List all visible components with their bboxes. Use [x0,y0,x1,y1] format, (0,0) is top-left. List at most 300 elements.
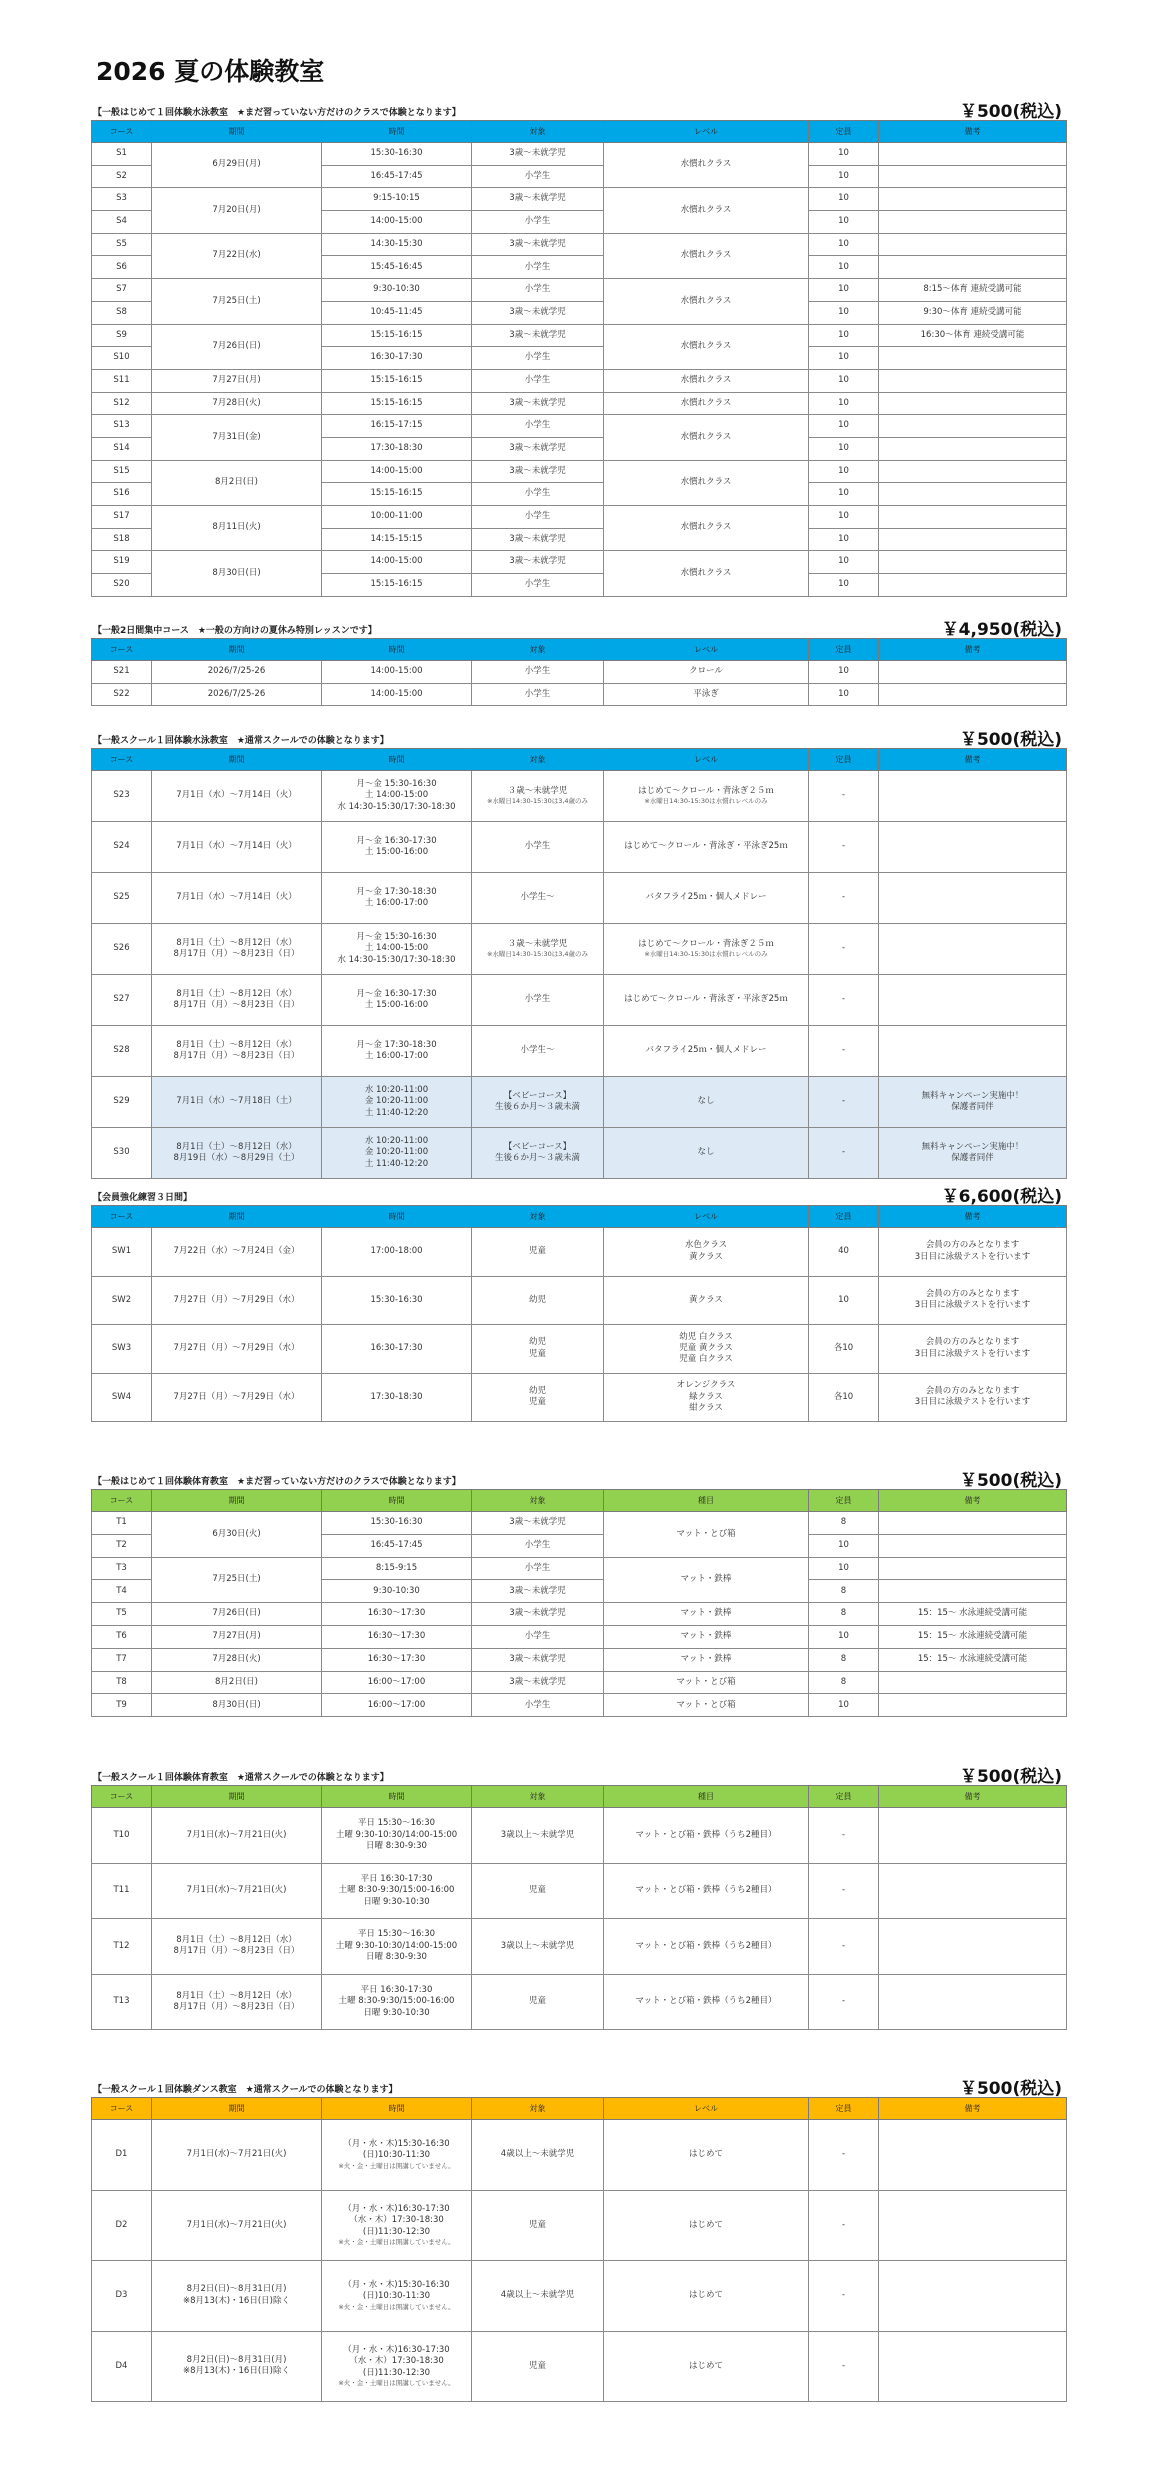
cell-line: 児童 [528,1996,546,2007]
cell-period [152,1128,322,1179]
column-header-code: コース [92,2098,152,2120]
cell-target [472,1808,604,1864]
cell-level [604,2261,809,2332]
cell-target: 小学生 [472,661,604,684]
column-header-target: 対象 [472,2098,604,2120]
cell-target: 小学生 [472,165,604,188]
section-6 [91,1765,1066,2030]
table-header-row [92,639,1067,661]
cell-line: 7月27日（月）～7月29日（水） [173,1343,300,1354]
cell-line: マット・とび箱・鉄棒（うち2種目） [635,1885,777,1896]
cell-period: 8月30日(日) [152,1694,322,1717]
cell-cap: 8 [809,1671,879,1694]
cell-cap: 10 [809,347,879,370]
cell-note [879,975,1067,1026]
cell-line: 8月2日(日)～8月31日(月) [186,2284,287,2295]
cell-level: 水慣れクラス [604,279,809,324]
column-header-time: 時間 [322,2098,472,2120]
cell-cap: 8 [809,1512,879,1535]
table-row [92,415,1067,438]
cell-period: 7月26日(日) [152,1603,322,1626]
cell-cap: - [809,1077,879,1128]
cell-code: S29 [92,1077,152,1128]
cell-footnote: ※水曜日14:30-15:30は3,4歳のみ [486,950,589,959]
cell-code: T10 [92,1808,152,1864]
cell-level: 水慣れクラス [604,551,809,596]
column-header-note: 備考 [879,1786,1067,1808]
cell-line: 8月17日（月）～8月23日（日） [173,1051,300,1061]
cell-note [879,1671,1067,1694]
cell-code: T3 [92,1557,152,1580]
cell-note [879,347,1067,370]
schedule-table [91,2097,1067,2402]
cell-code: SW2 [92,1276,152,1325]
cell-line: 保護者同伴 [951,1153,994,1163]
cell-target [472,2331,604,2402]
cell-time [322,1228,472,1277]
cell-line: 17:30-18:30 [370,1391,423,1402]
table-row [92,1863,1067,1919]
cell-level: マット・とび箱 [604,1694,809,1717]
cell-line: 8月1日（土）～8月12日（水） [176,1990,297,2001]
column-header-code: コース [92,749,152,771]
cell-target [472,1373,604,1422]
cell-target: 小学生 [472,211,604,234]
cell-level [604,975,809,1026]
cell-code: S8 [92,301,152,324]
page-title: 2026 夏の体験教室 [96,57,325,86]
cell-period [152,1808,322,1864]
cell-time: 9:30-10:30 [322,279,472,302]
table-header-row [92,1786,1067,1808]
cell-cap: 10 [809,143,879,166]
column-header-level: レベル [604,2098,809,2120]
cell-target: 小学生 [472,415,604,438]
cell-target [472,1077,604,1128]
cell-target: 小学生 [472,279,604,302]
cell-target: 3歳～未就学児 [472,1671,604,1694]
table-header-row [92,749,1067,771]
cell-level: マット・とび箱 [604,1671,809,1694]
cell-cap: 10 [809,460,879,483]
cell-level: 水慣れクラス [604,188,809,233]
column-header-target: 対象 [472,749,604,771]
cell-note [879,1325,1067,1374]
cell-cap: 10 [809,415,879,438]
cell-cap: 8 [809,1603,879,1626]
table-row [92,873,1067,924]
table-row [92,1128,1067,1179]
cell-period: 7月27日(月) [152,1625,322,1648]
cell-code: T7 [92,1648,152,1671]
cell-note: 16:30～体育 連続受講可能 [879,324,1067,347]
cell-time [322,2190,472,2261]
column-header-period: 期間 [152,749,322,771]
column-header-time: 時間 [322,1490,472,1512]
cell-target [472,975,604,1026]
cell-target: 小学生 [472,1625,604,1648]
cell-target: 小学生 [472,506,604,529]
cell-level [604,924,809,975]
cell-period: 7月20日(月) [152,188,322,233]
cell-level: マット・鉄棒 [604,1603,809,1626]
cell-line: 土曜 8:30-9:30/15:00-16:00 [338,1885,455,1896]
column-header-period: 期間 [152,1490,322,1512]
cell-target: 小学生 [472,1534,604,1557]
cell-line: (日)10:30-11:30 [362,2150,431,2161]
cell-line: (日)11:30-12:30 [362,2367,431,2378]
cell-line: 7月1日（水）～7月18日（土） [176,1096,297,1107]
cell-cap: 8 [809,1580,879,1603]
column-header-code: コース [92,1206,152,1228]
section-header [91,100,1066,120]
column-header-level: 種目 [604,1490,809,1512]
cell-period: 7月26日(日) [152,324,322,369]
cell-time: 16:15-17:15 [322,415,472,438]
cell-line: 3日目に泳級テストを行います [914,1300,1031,1311]
cell-target: 3歳～未就学児 [472,1603,604,1626]
cell-code: S21 [92,661,152,684]
cell-line: 8月17日（月）～8月23日（日） [173,1000,300,1010]
cell-code: S1 [92,143,152,166]
cell-code: S18 [92,528,152,551]
cell-line: 会員の方のみとなります [925,1288,1020,1299]
cell-time: 16:45-17:45 [322,165,472,188]
table-row [92,1373,1067,1422]
cell-code: S30 [92,1128,152,1179]
cell-line: 16:30-17:30 [370,1343,423,1354]
cell-line: 【ベビーコース】 [503,1090,572,1101]
table-row [92,1603,1067,1626]
cell-line: 小学生～ [520,892,555,903]
cell-note [879,256,1067,279]
cell-cap: 10 [809,1534,879,1557]
table-row [92,822,1067,873]
schedule-table [91,120,1067,597]
cell-cap: - [809,2190,879,2261]
cell-level [604,1974,809,2030]
cell-target [472,1974,604,2030]
section-header [91,728,1066,748]
table-header-row [92,121,1067,143]
column-header-period: 期間 [152,121,322,143]
cell-code: T9 [92,1694,152,1717]
cell-line: 児童 [528,1397,546,1408]
cell-line: 幼児 [528,1385,546,1396]
cell-note [879,165,1067,188]
table-row [92,188,1067,211]
cell-period: 7月28日(火) [152,392,322,415]
cell-time: 14:00-15:00 [322,551,472,574]
cell-line: ３歳～未就学児 [507,785,568,796]
cell-note [879,528,1067,551]
cell-target: 3歳～未就学児 [472,392,604,415]
table-row [92,392,1067,415]
cell-code: S9 [92,324,152,347]
cell-cap: - [809,1919,879,1975]
section-label: 【一般スクール１回体験ダンス教室 ★通常スクールでの体験となります】 [93,2085,398,2095]
column-header-cap: 定員 [809,1786,879,1808]
table-header-row [92,2098,1067,2120]
cell-line: 7月1日（水）～7月14日（火） [176,790,297,801]
cell-line: 生後６か月～３歳未満 [494,1153,580,1163]
column-header-note: 備考 [879,2098,1067,2120]
cell-period: 7月25日(土) [152,279,322,324]
column-header-cap: 定員 [809,639,879,661]
cell-cap: 10 [809,1625,879,1648]
cell-note [879,1919,1067,1975]
cell-cap: 各10 [809,1325,879,1374]
cell-line: オレンジクラス [676,1380,736,1391]
cell-note [879,661,1067,684]
cell-note [879,1974,1067,2030]
cell-target: 3歳～未就学児 [472,437,604,460]
column-header-code: コース [92,121,152,143]
cell-line: バタフライ25ｍ・個人メドレー [645,1045,767,1056]
cell-time: 8:15-9:15 [322,1557,472,1580]
cell-target [472,873,604,924]
cell-note [879,771,1067,822]
cell-line: 水色クラス [684,1240,728,1251]
cell-cap: 10 [809,1276,879,1325]
cell-code: T8 [92,1671,152,1694]
cell-time: 14:00-15:00 [322,211,472,234]
cell-code: T5 [92,1603,152,1626]
cell-footnote: ※水曜日14:30-15:30は3,4歳のみ [486,797,589,806]
cell-code: S20 [92,574,152,597]
cell-note [879,1863,1067,1919]
cell-level [604,1026,809,1077]
cell-code: SW3 [92,1325,152,1374]
cell-line: 日曜 9:30-10:30 [363,2007,430,2018]
column-header-note: 備考 [879,1490,1067,1512]
cell-line: 水 14:30-15:30/17:30-18:30 [337,954,456,965]
cell-level: 水慣れクラス [604,233,809,278]
cell-level [604,1077,809,1128]
column-header-target: 対象 [472,1490,604,1512]
cell-period [152,2331,322,2402]
cell-code: S27 [92,975,152,1026]
table-row [92,1557,1067,1580]
cell-level: マット・鉄棒 [604,1625,809,1648]
cell-line: 平日 15:30～16:30 [357,1818,436,1829]
cell-cap: 各10 [809,1373,879,1422]
cell-line: (日)11:30-12:30 [362,2226,431,2237]
cell-line: 会員の方のみとなります [925,1240,1020,1251]
column-header-level: レベル [604,121,809,143]
cell-time [322,2261,472,2332]
cell-note [879,1077,1067,1128]
cell-line: 8月1日（土）～8月12日（水） [176,988,297,999]
cell-line: 土曜 9:30-10:30/14:00-15:00 [335,1940,458,1951]
column-header-time: 時間 [322,749,472,771]
section-3 [91,728,1066,1179]
cell-line: 無料キャンペーン実施中！ [921,1090,1024,1101]
cell-note [879,822,1067,873]
cell-time: 16:30～17:30 [322,1625,472,1648]
cell-code: SW1 [92,1228,152,1277]
cell-time: 10:45-11:45 [322,301,472,324]
cell-level: 水慣れクラス [604,392,809,415]
cell-level [604,1373,809,1422]
cell-footnote: ※火・金・土曜日は開講していません。 [338,2302,455,2311]
cell-line: （月・水・木)15:30-16:30 [343,2279,450,2290]
cell-code: S3 [92,188,152,211]
table-row [92,1919,1067,1975]
cell-period [152,1974,322,2030]
cell-code: S6 [92,256,152,279]
section-label: 【一般スクール１回体験水泳教室 ★通常スクールでの体験となります】 [93,736,389,746]
cell-target [472,2261,604,2332]
cell-line: なし [697,1147,715,1158]
cell-code: S15 [92,460,152,483]
cell-target [472,1276,604,1325]
cell-target [472,1026,604,1077]
table-row [92,1228,1067,1277]
cell-line: 土曜 8:30-9:30/15:00-16:00 [338,1996,455,2007]
table-row [92,1325,1067,1374]
cell-level: 水慣れクラス [604,143,809,188]
cell-target: 小学生 [472,683,604,706]
cell-note [879,483,1067,506]
table-row [92,661,1067,684]
column-header-period: 期間 [152,639,322,661]
cell-note: 15：15～ 水泳連続受講可能 [879,1648,1067,1671]
column-header-code: コース [92,639,152,661]
cell-note [879,392,1067,415]
cell-cap: - [809,822,879,873]
cell-note [879,683,1067,706]
schedule-table [91,748,1067,1179]
cell-cap: - [809,1863,879,1919]
cell-time [322,1325,472,1374]
cell-target: 3歳～未就学児 [472,324,604,347]
cell-period [152,873,322,924]
cell-time: 16:45-17:45 [322,1534,472,1557]
section-label: 【一般はじめて１回体験体育教室 ★まだ習っていない方だけのクラスで体験となります】 [93,1477,461,1487]
cell-cap: - [809,975,879,1026]
cell-note [879,924,1067,975]
cell-target: 小学生 [472,483,604,506]
section-2 [91,618,1066,706]
cell-code: S11 [92,369,152,392]
cell-cap: 10 [809,301,879,324]
cell-line: 土 15:00-16:00 [364,1000,429,1010]
cell-period: 8月11日(火) [152,506,322,551]
cell-note [879,873,1067,924]
cell-footnote: ※水曜日14:30-15:30は水慣れレベルのみ [644,797,768,806]
cell-cap: 10 [809,528,879,551]
table-row [92,2331,1067,2402]
cell-line: 7月27日（月）～7月29日（水） [173,1391,300,1402]
cell-target: 小学生 [472,1694,604,1717]
cell-line: 7月1日（水）～7月14日（火） [176,892,297,903]
cell-line: 土 16:00-17:00 [364,1051,429,1061]
cell-note: 8:15～体育 連続受講可能 [879,279,1067,302]
cell-line: 7月1日(水)～7月21日(火) [186,1885,287,1896]
column-header-note: 備考 [879,749,1067,771]
table-header-row [92,1206,1067,1228]
cell-note [879,460,1067,483]
cell-line: 3日目に泳級テストを行います [914,1397,1031,1408]
column-header-note: 備考 [879,1206,1067,1228]
cell-level [604,771,809,822]
column-header-cap: 定員 [809,749,879,771]
cell-target [472,822,604,873]
cell-note [879,1128,1067,1179]
cell-level: 水慣れクラス [604,415,809,460]
cell-line: 児童 黄クラス [679,1343,733,1354]
cell-cap: 10 [809,437,879,460]
section-price: ￥500(税込) [959,1767,1062,1787]
cell-time [322,975,472,1026]
cell-line: 3日目に泳級テストを行います [914,1251,1031,1262]
cell-line: 日曜 8:30-9:30 [366,1841,427,1852]
cell-level [604,1128,809,1179]
cell-line: 7月1日(水)～7月21日(火) [186,2219,287,2230]
cell-cap: 10 [809,574,879,597]
cell-cap: 10 [809,661,879,684]
cell-code: T12 [92,1919,152,1975]
cell-period [152,822,322,873]
cell-time [322,1919,472,1975]
cell-target [472,2190,604,2261]
cell-period [152,1325,322,1374]
column-header-level: レベル [604,639,809,661]
cell-cap: - [809,2120,879,2191]
cell-note [879,211,1067,234]
column-header-level: レベル [604,749,809,771]
cell-target: 3歳～未就学児 [472,1648,604,1671]
table-row [92,233,1067,256]
cell-level: 水慣れクラス [604,369,809,392]
cell-target: 小学生 [472,347,604,370]
cell-note: 15：15～ 水泳連続受講可能 [879,1603,1067,1626]
cell-line: (日)10:30-11:30 [362,2291,431,2302]
cell-note [879,1276,1067,1325]
section-header [91,1185,1066,1205]
cell-target: 小学生 [472,369,604,392]
cell-line: はじめて～クロール・背泳ぎ２５ｍ [638,785,774,796]
section-price: ￥500(税込) [959,102,1062,122]
table-row [92,771,1067,822]
cell-code: T11 [92,1863,152,1919]
cell-code: S25 [92,873,152,924]
section-5 [91,1469,1066,1717]
table-row [92,460,1067,483]
cell-line: 土 14:00-15:00 [364,790,429,801]
cell-line: 土 11:40-12:20 [364,1107,429,1118]
cell-note [879,1373,1067,1422]
cell-code: S4 [92,211,152,234]
cell-time: 16:00～17:00 [322,1694,472,1717]
cell-line: 7月1日(水)～7月21日(火) [186,2149,287,2160]
cell-level [604,873,809,924]
cell-period: 8月2日(日) [152,1671,322,1694]
cell-target: 3歳～未就学児 [472,460,604,483]
cell-target: 小学生 [472,1557,604,1580]
cell-line: （月・水・木)15:30-16:30 [343,2138,450,2149]
column-header-period: 期間 [152,1786,322,1808]
cell-time: 17:30-18:30 [322,437,472,460]
cell-period: 2026/7/25-26 [152,661,322,684]
cell-line: 平日 15:30～16:30 [357,1929,436,1940]
cell-line: 月～金 17:30-18:30 [356,886,437,897]
cell-period: 7月28日(火) [152,1648,322,1671]
cell-line: ３歳～未就学児 [507,938,568,949]
cell-line: 月～金 16:30-17:30 [356,988,437,999]
cell-line: ※8月13(木)・16日(日)除く [183,2366,290,2377]
